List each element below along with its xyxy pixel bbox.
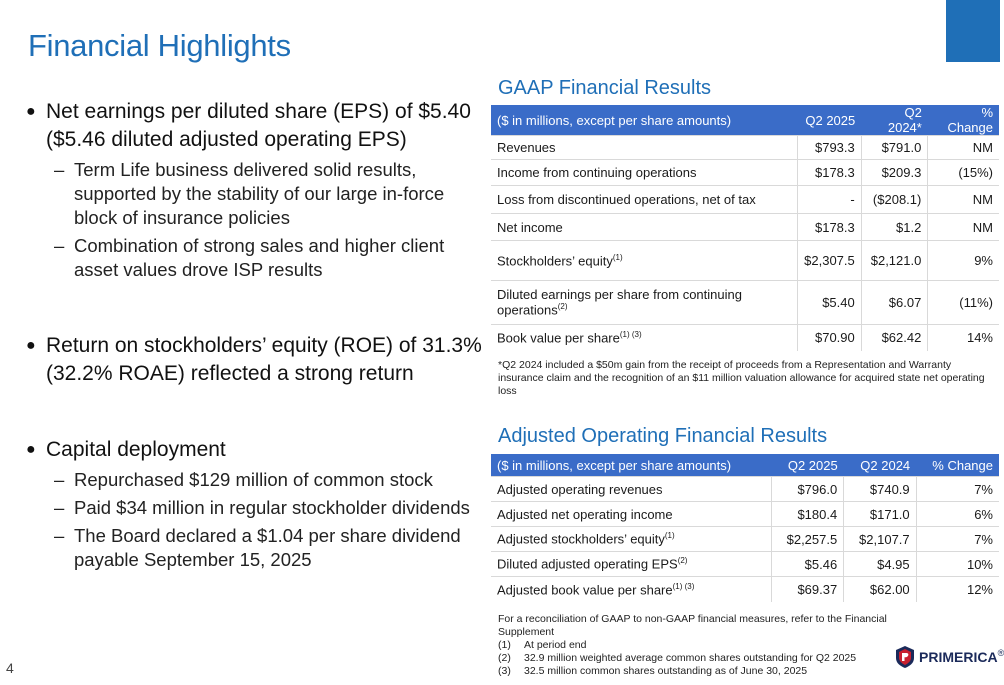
row-label: Adjusted net operating income [491, 502, 771, 527]
adjusted-table [491, 454, 999, 602]
bullet-icon: ● [26, 103, 36, 120]
cell-chg: 14% [928, 325, 999, 351]
cell-q24: $4.95 [844, 552, 916, 577]
cell-chg: 7% [916, 527, 999, 552]
col-header: ($ in millions, except per share amounts) [491, 105, 798, 136]
cell-q24: ($208.1) [861, 186, 928, 214]
col-header: Q2 2024* [861, 105, 928, 136]
logo-reg-mark: ® [997, 648, 1004, 658]
table-row [491, 325, 999, 351]
cell-q25: $796.0 [771, 477, 843, 502]
row-label: Income from continuing operations [491, 160, 798, 186]
row-label: Adjusted book value per share$^{(1) (3)}$ [491, 577, 771, 602]
cell-q24: $2,121.0 [861, 241, 928, 281]
table-row [491, 502, 999, 527]
sub-bullet: – The Board declared a $1.04 per share dividend payable September 15, 2025 [54, 525, 461, 570]
col-header: % Change [916, 454, 999, 477]
sub-bullet: – Term Life business delivered solid results, supported by the stability of our large in-force block of insurance policies [54, 159, 445, 228]
primerica-logo [895, 645, 1004, 669]
gaap-table [491, 105, 999, 351]
cell-q25: $2,257.5 [771, 527, 843, 552]
gaap-heading: GAAP Financial Results [498, 77, 712, 99]
cell-q24: $6.07 [861, 281, 928, 325]
cell-q25: $178.3 [798, 160, 862, 186]
col-header: Q2 2025 [771, 454, 843, 477]
footnotes [498, 613, 918, 678]
table-row [491, 527, 999, 552]
cell-chg: NM [928, 214, 999, 241]
bullet-icon: ● [26, 337, 36, 354]
sub-bullet: – Paid $34 million in regular stockholder dividends [54, 497, 470, 518]
col-header: % Change [928, 105, 999, 136]
bullet-roe: ● Return on stockholders’ equity (ROE) of 31.3% (32.2% ROAE) reflected a strong return [26, 334, 482, 385]
cell-chg: (11%) [928, 281, 999, 325]
cell-q25: $5.46 [771, 552, 843, 577]
cell-q25: $793.3 [798, 136, 862, 160]
table-row [491, 136, 999, 160]
col-header: Q2 2024 [844, 454, 916, 477]
cell-chg: 10% [916, 552, 999, 577]
sub-bullet: – Repurchased $129 million of common stock [54, 469, 433, 490]
table-row [491, 241, 999, 281]
bullet-eps: ● Net earnings per diluted share (EPS) of $5.40 ($5.46 diluted adjusted operating EPS) [26, 100, 471, 151]
cell-q25: $70.90 [798, 325, 862, 351]
cell-q24: $1.2 [861, 214, 928, 241]
cell-chg: 12% [916, 577, 999, 602]
logo-text: PRIMERICA [919, 649, 998, 665]
cell-q25: $5.40 [798, 281, 862, 325]
cell-q25: $178.3 [798, 214, 862, 241]
footnote-item: (3) 32.5 million common shares outstanding as of June 30, 2025 [498, 665, 808, 677]
row-label: Adjusted stockholders’ equity$^{(1)}$ [491, 527, 771, 552]
cell-q24: $209.3 [861, 160, 928, 186]
col-header: Q2 2025 [798, 105, 862, 136]
cell-q24: $62.00 [844, 577, 916, 602]
gaap-footnote: *Q2 2024 included a $50m gain from the receipt of proceeds from a Representation and Warranty insurance claim and the recognition of an $11 million valuation allowance for acquired state net operating loss [498, 359, 985, 397]
cell-chg: 6% [916, 502, 999, 527]
table-row [491, 214, 999, 241]
adjusted-heading: Adjusted Operating Financial Results [498, 425, 828, 447]
cell-chg: NM [928, 136, 999, 160]
row-label: Revenues [491, 136, 798, 160]
table-row [491, 552, 999, 577]
cell-chg: (15%) [928, 160, 999, 186]
cell-q24: $791.0 [861, 136, 928, 160]
highlights-list [26, 98, 486, 572]
cell-chg: 7% [916, 477, 999, 502]
row-label: Stockholders’ equity$^{(1)}$ [491, 241, 798, 281]
footnote-item: (1) At period end [498, 639, 587, 651]
row-label: Book value per share$^{(1) (3)}$ [491, 325, 798, 351]
row-label: Net income [491, 214, 798, 241]
table-row [491, 281, 999, 325]
cell-q24: $740.9 [844, 477, 916, 502]
cell-q24: $2,107.7 [844, 527, 916, 552]
cell-chg: 9% [928, 241, 999, 281]
page-title: Financial Highlights [28, 28, 291, 63]
footnote-intro: For a reconciliation of GAAP to non-GAAP financial measures, refer to the Financial Supplement [498, 613, 887, 638]
table-row [491, 577, 999, 602]
dash-icon: – [54, 235, 65, 256]
bullet-icon: ● [26, 441, 36, 458]
cell-q24: $62.42 [861, 325, 928, 351]
sub-bullet: – Combination of strong sales and higher client asset values drove ISP results [54, 235, 445, 280]
table-row [491, 477, 999, 502]
primerica-logo-icon [895, 645, 915, 669]
table-row [491, 186, 999, 214]
row-label: Loss from discontinued operations, net of tax [491, 186, 798, 214]
cell-q25: - [798, 186, 862, 214]
col-header: ($ in millions, except per share amounts) [491, 454, 771, 477]
cell-chg: NM [928, 186, 999, 214]
dash-icon: – [54, 159, 65, 180]
dash-icon: – [54, 497, 65, 518]
cell-q25: $180.4 [771, 502, 843, 527]
row-label: Diluted earnings per share from continuing operations$^{(2)}$ [491, 281, 798, 325]
cell-q25: $69.37 [771, 577, 843, 602]
footnote-item: (2) 32.9 million weighted average common shares outstanding for Q2 2025 [498, 652, 857, 664]
corner-accent [946, 0, 1000, 62]
cell-q25: $2,307.5 [798, 241, 862, 281]
dash-icon: – [54, 525, 65, 546]
cell-q24: $171.0 [844, 502, 916, 527]
bullet-capital: ● Capital deployment [26, 436, 486, 464]
dash-icon: – [54, 469, 65, 490]
row-label: Diluted adjusted operating EPS$^{(2)}$ [491, 552, 771, 577]
table-row [491, 160, 999, 186]
page-number: 4 [6, 660, 14, 676]
row-label: Adjusted operating revenues [491, 477, 771, 502]
